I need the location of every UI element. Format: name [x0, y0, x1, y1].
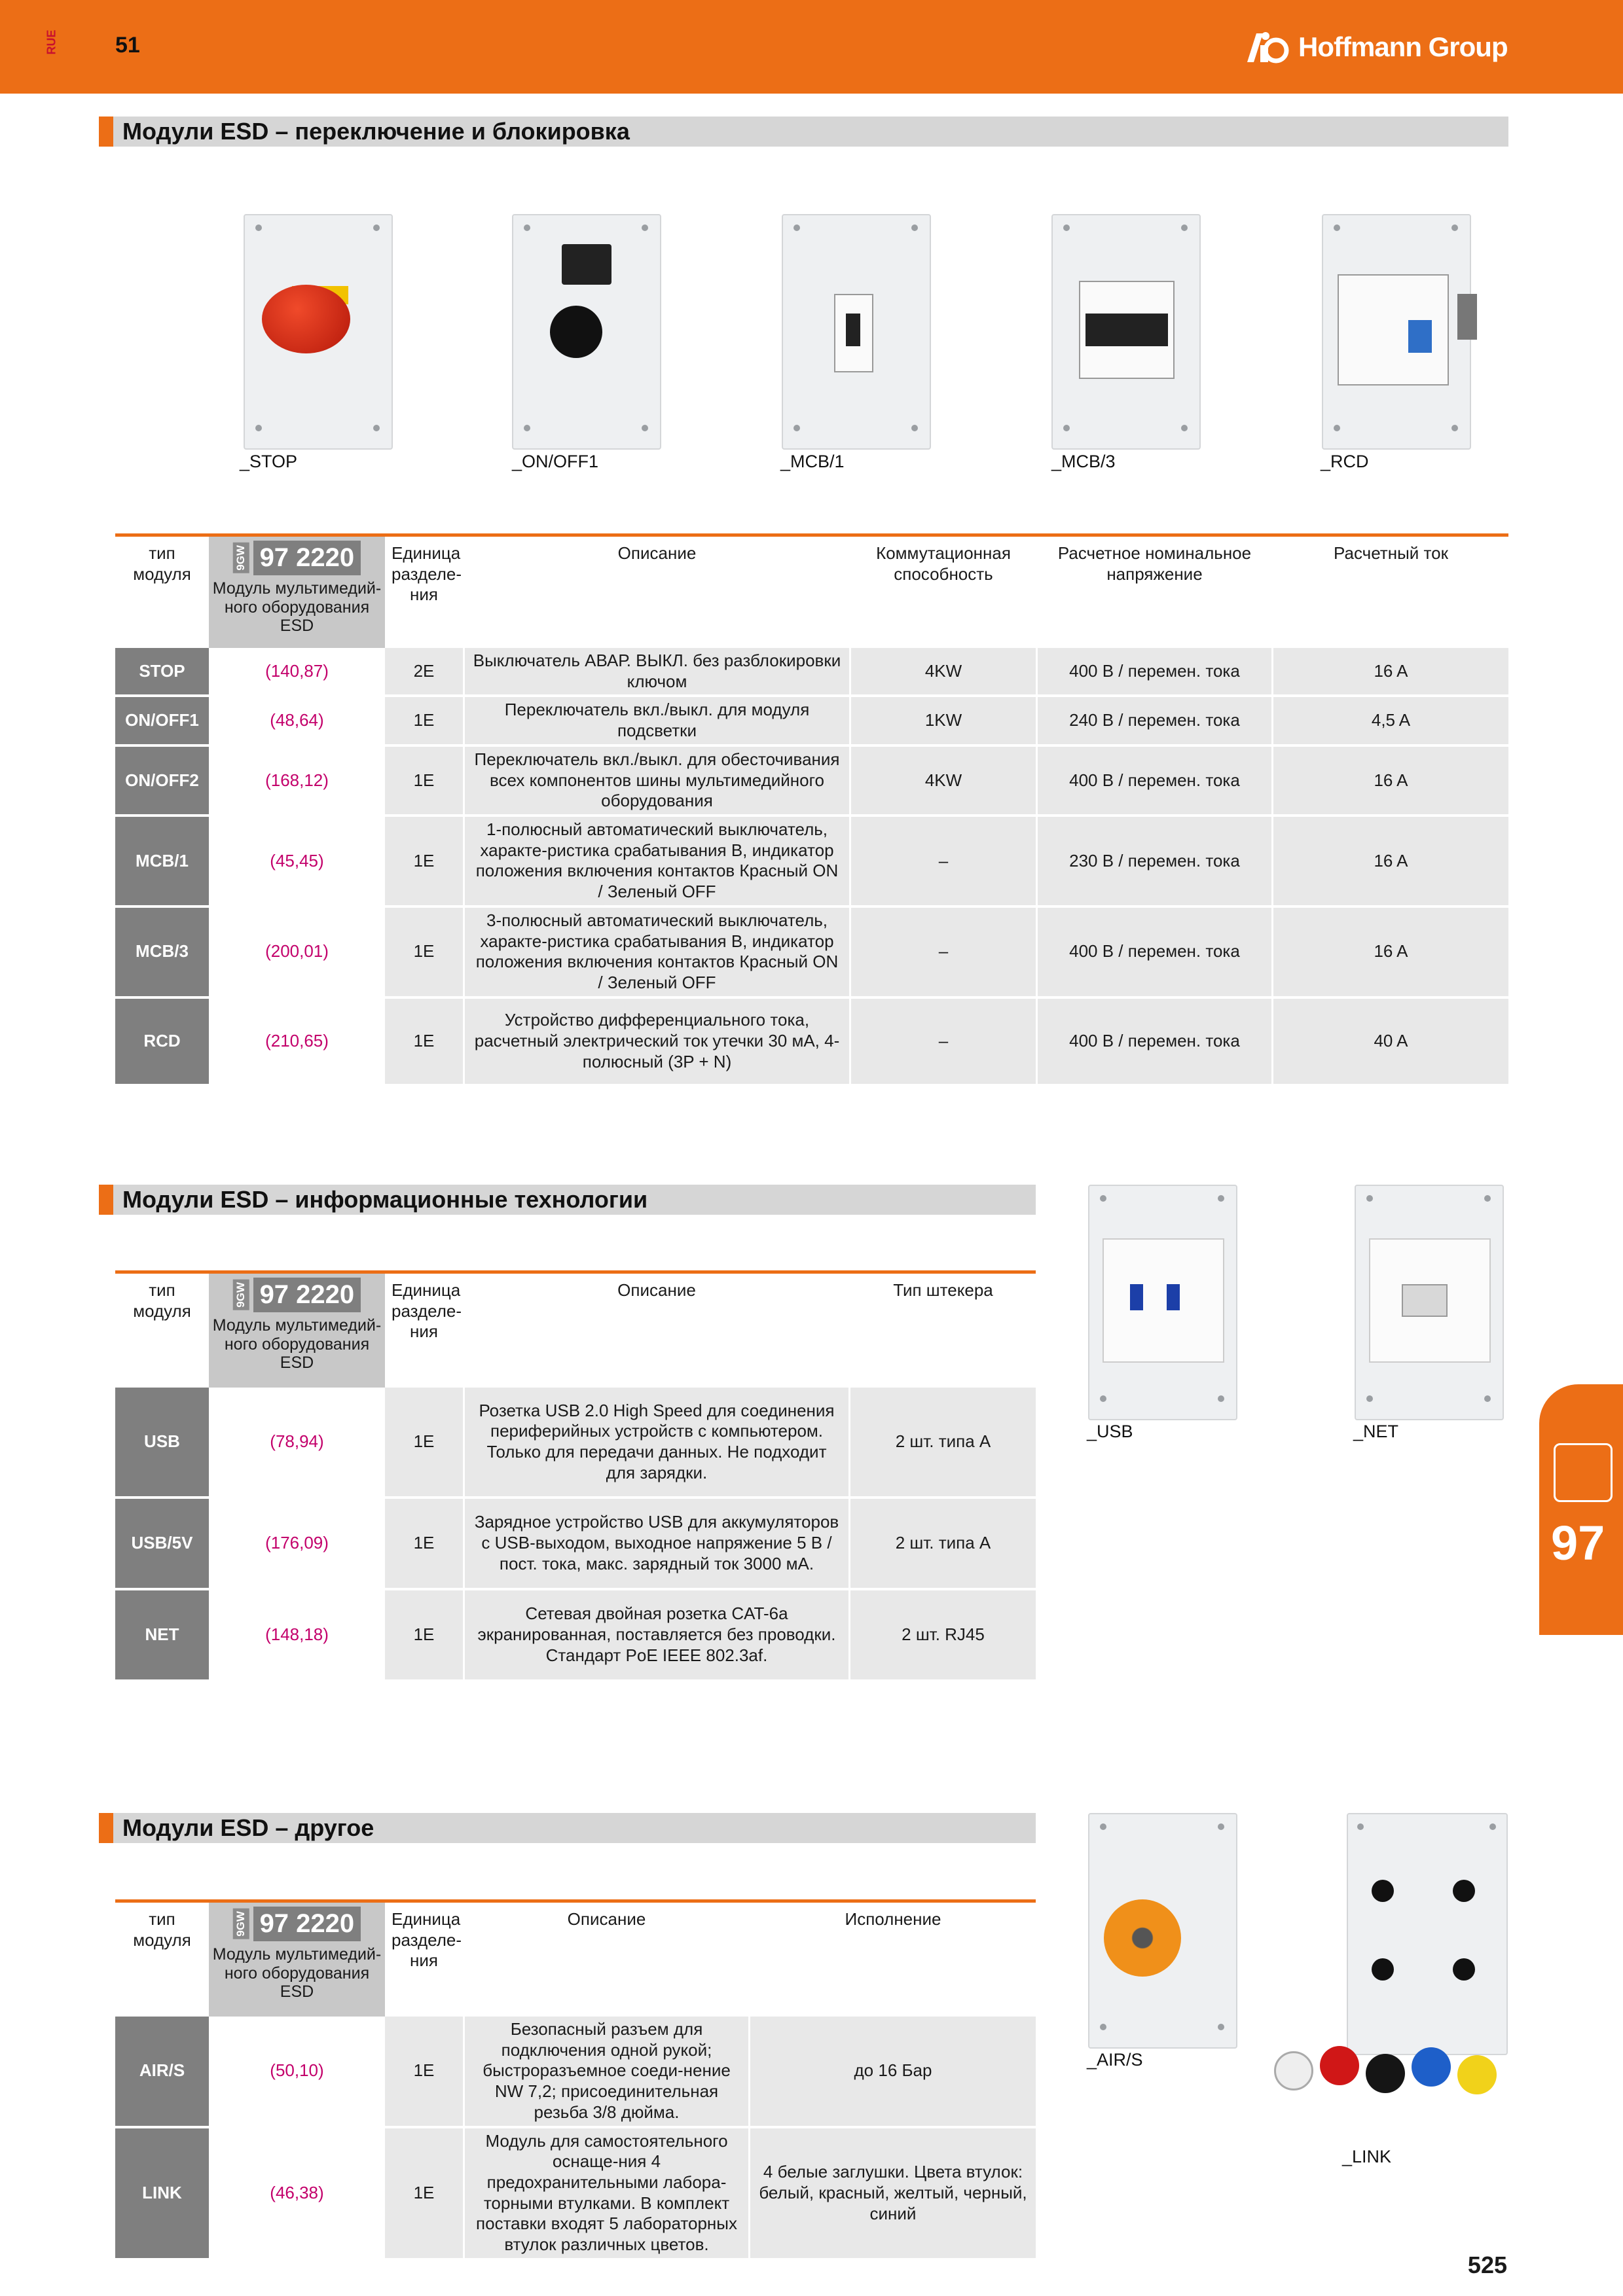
col-unit: Единица разделе-ния: [392, 1909, 462, 1971]
table-header: [115, 1903, 1036, 2017]
row-plug: 2 шт. типа A: [848, 1388, 1036, 1499]
side-code: RUE: [45, 29, 58, 55]
photo-label-stop: _STOP: [240, 452, 298, 471]
col-unit: Единица разделе-ния: [392, 543, 462, 605]
table-row: [115, 817, 1508, 908]
row-unit: 1E: [385, 908, 463, 999]
row-plug: 2 шт. типа A: [848, 1499, 1036, 1590]
table-row: [115, 1590, 1036, 1682]
row-code: AIR/S: [115, 2017, 209, 2128]
row-code: MCB/3: [115, 908, 209, 999]
col-plug-type: Тип штекера: [848, 1274, 1036, 1388]
row-price: (48,64): [209, 697, 385, 746]
row-voltage: 400 В / перемен. тока: [1036, 747, 1271, 817]
photo-label-link: _LINK: [1342, 2147, 1392, 2166]
photo-label-usb: _USB: [1087, 1422, 1133, 1441]
row-current: 16 A: [1271, 648, 1508, 697]
row-code: USB/5V: [115, 1499, 209, 1590]
row-capacity: 4KW: [849, 747, 1036, 817]
photo-usb-module: [1088, 1185, 1237, 1420]
row-unit: 1E: [385, 999, 463, 1086]
row-price: (45,45): [209, 817, 385, 908]
page-top-number: 51: [115, 33, 140, 58]
row-current: 4,5 A: [1271, 697, 1508, 746]
article-desc: Модуль мультимедий-ного оборудования ESD: [212, 1316, 382, 1372]
usb-socket-icon: [1103, 1238, 1224, 1363]
col-desc: Описание: [463, 1274, 848, 1388]
power-symbol-icon: [562, 244, 611, 285]
table-row: [115, 1388, 1036, 1499]
row-current: 16 A: [1271, 747, 1508, 817]
air-coupling-icon: [1104, 1899, 1181, 1977]
table-row: [115, 747, 1508, 817]
row-current: 16 A: [1271, 908, 1508, 999]
row-price: (200,01): [209, 908, 385, 999]
hoffmann-logo-icon: [1247, 31, 1293, 63]
section-title-other: Модули ESD – другое: [99, 1813, 1036, 1843]
row-desc: 3-полюсный автоматический выключатель, характе-ристика срабатывания B, индикатор положения включения контактов Красный ON / Зеленый OFF: [463, 908, 849, 999]
photo-airs-module: [1088, 1813, 1237, 2049]
table-row: [115, 648, 1508, 697]
row-price: (46,38): [209, 2128, 385, 2261]
table-row: [115, 2017, 1036, 2128]
row-voltage: 400 В / перемен. тока: [1036, 648, 1271, 697]
lab-sockets-icon: [1274, 2028, 1510, 2106]
row-desc: Выключатель АВАР. ВЫКЛ. без разблокировки ключом: [463, 648, 849, 697]
col-article: [209, 1903, 385, 2017]
table-row: [115, 999, 1508, 1086]
table-other: [115, 1903, 1036, 2261]
row-desc: 1-полюсный автоматический выключатель, характе-ристика срабатывания B, индикатор положения включения контактов Красный ON / Зеленый OFF: [463, 817, 849, 908]
row-unit: 1E: [385, 1388, 463, 1499]
col-rated-current: Расчетный ток: [1271, 537, 1508, 648]
table-row: [115, 2128, 1036, 2261]
row-unit: 1E: [385, 747, 463, 817]
photo-net-module: [1355, 1185, 1504, 1420]
col-desc: Описание: [463, 537, 849, 648]
row-price: (210,65): [209, 999, 385, 1086]
row-price: (50,10): [209, 2017, 385, 2128]
photo-onoff1-module: [512, 214, 661, 450]
table-row: [115, 1499, 1036, 1590]
row-design: 4 белые заглушки. Цвета втулок: белый, красный, желтый, черный, синий: [748, 2128, 1036, 2261]
row-capacity: 4KW: [849, 648, 1036, 697]
col-type: тип модуля: [133, 1280, 191, 1321]
table-it: [115, 1274, 1036, 1682]
row-code: USB: [115, 1388, 209, 1499]
row-desc: Безопасный разъем для подключения одной рукой; быстроразъемное соеди-нение NW 7,2; присоединительная резьба 3/8 дюйма.: [463, 2017, 748, 2128]
row-price: (148,18): [209, 1590, 385, 1682]
photo-link-module: [1347, 1813, 1508, 2055]
row-capacity: –: [849, 817, 1036, 908]
gw-code: 9GW: [233, 543, 249, 573]
photo-mcb3-module: [1051, 214, 1201, 450]
col-switching-capacity: Коммутационная способность: [849, 537, 1036, 648]
row-voltage: 230 В / перемен. тока: [1036, 817, 1271, 908]
row-price: (168,12): [209, 747, 385, 817]
table-row: [115, 908, 1508, 999]
stop-button-icon: [262, 285, 350, 353]
photo-label-onoff1: _ON/OFF1: [512, 452, 599, 471]
col-type: тип модуля: [133, 1909, 191, 1950]
section-title-it: Модули ESD – информационные технологии: [99, 1185, 1036, 1215]
row-code: NET: [115, 1590, 209, 1682]
row-current: 16 A: [1271, 817, 1508, 908]
col-article: [209, 537, 385, 648]
article-number: 97 2220: [253, 541, 361, 575]
row-voltage: 240 В / перемен. тока: [1036, 697, 1271, 746]
rcd-device-icon: [1338, 274, 1449, 386]
row-voltage: 400 В / перемен. тока: [1036, 908, 1271, 999]
row-unit: 1E: [385, 2128, 463, 2261]
row-code: ON/OFF2: [115, 747, 209, 817]
article-number: 97 2220: [253, 1907, 361, 1941]
row-desc: Переключатель вкл./выкл. для обесточивания всех компонентов шины мультимедийного оборудования: [463, 747, 849, 817]
photo-rcd-module: [1322, 214, 1471, 450]
row-desc: Зарядное устройство USB для аккумуляторов с USB-выходом, выходное напряжение 5 В / пост. тока, макс. зарядный ток 3000 мА.: [463, 1499, 848, 1590]
col-type: тип модуля: [133, 543, 191, 584]
photo-stop-module: [244, 214, 393, 450]
row-code: MCB/1: [115, 817, 209, 908]
row-unit: 1E: [385, 697, 463, 746]
row-unit: 1E: [385, 1499, 463, 1590]
row-code: LINK: [115, 2128, 209, 2261]
row-capacity: –: [849, 999, 1036, 1086]
row-code: STOP: [115, 648, 209, 697]
section-title-switching: Модули ESD – переключение и блокировка: [99, 117, 1508, 147]
col-unit: Единица разделе-ния: [392, 1280, 462, 1342]
row-price: (140,87): [209, 648, 385, 697]
photo-label-mcb3: _MCB/3: [1051, 452, 1116, 471]
row-price: (78,94): [209, 1388, 385, 1499]
photo-label-net: _NET: [1353, 1422, 1399, 1441]
row-desc: Розетка USB 2.0 High Speed для соединения периферийных устройств с компьютером. Только для передачи данных. Не подходит для зарядки.: [463, 1388, 848, 1499]
row-capacity: 1KW: [849, 697, 1036, 746]
logo-text: Hoffmann Group: [1298, 31, 1508, 62]
col-desc: Описание: [463, 1903, 748, 2017]
row-design: до 16 Бар: [748, 2017, 1036, 2128]
row-desc: Сетевая двойная розетка CAT-6a экранированная, поставляется без проводки. Стандарт PoE IEEE 802.3af.: [463, 1590, 848, 1682]
hoffmann-logo: [1247, 27, 1508, 67]
row-unit: 1E: [385, 2017, 463, 2128]
row-desc: Модуль для самостоятельного оснаще-ния 4 предохранительными лабора-торными втулками. В комплект поставки входят 5 лабораторных втулок различных цветов.: [463, 2128, 748, 2261]
row-desc: Устройство дифференциального тока, расчетный электрический ток утечки 30 мА, 4-полюсный (3P + N): [463, 999, 849, 1086]
article-number: 97 2220: [253, 1278, 361, 1312]
row-price: (176,09): [209, 1499, 385, 1590]
table-row: [115, 697, 1508, 746]
photo-label-rcd: _RCD: [1321, 452, 1369, 471]
row-unit: 1E: [385, 1590, 463, 1682]
row-code: ON/OFF1: [115, 697, 209, 746]
rotary-switch-icon: [550, 306, 602, 358]
row-current: 40 A: [1271, 999, 1508, 1086]
row-capacity: –: [849, 908, 1036, 999]
row-code: RCD: [115, 999, 209, 1086]
photo-mcb1-module: [782, 214, 931, 450]
row-plug: 2 шт. RJ45: [848, 1590, 1036, 1682]
row-unit: 2E: [385, 648, 463, 697]
article-desc: Модуль мультимедий-ного оборудования ESD: [212, 579, 382, 636]
row-voltage: 400 В / перемен. тока: [1036, 999, 1271, 1086]
article-desc: Модуль мультимедий-ного оборудования ESD: [212, 1945, 382, 2001]
col-rated-voltage: Расчетное номинальное напряжение: [1036, 537, 1271, 648]
col-article: [209, 1274, 385, 1388]
row-desc: Переключатель вкл./выкл. для модуля подсветки: [463, 697, 849, 746]
gw-code: 9GW: [233, 1909, 249, 1939]
table-switching: [115, 537, 1508, 1086]
chapter-number: 97: [1551, 1516, 1605, 1570]
col-design: Исполнение: [748, 1903, 1036, 2017]
chapter-tab[interactable]: [1539, 1384, 1623, 1635]
row-unit: 1E: [385, 817, 463, 908]
table-header: [115, 1274, 1036, 1388]
gw-code: 9GW: [233, 1280, 249, 1310]
photo-label-mcb1: _MCB/1: [780, 452, 845, 471]
table-header: [115, 537, 1508, 648]
esd-chapter-icon: [1554, 1443, 1613, 1502]
photo-label-airs: _AIR/S: [1087, 2050, 1143, 2070]
page-number: 525: [1467, 2251, 1507, 2278]
